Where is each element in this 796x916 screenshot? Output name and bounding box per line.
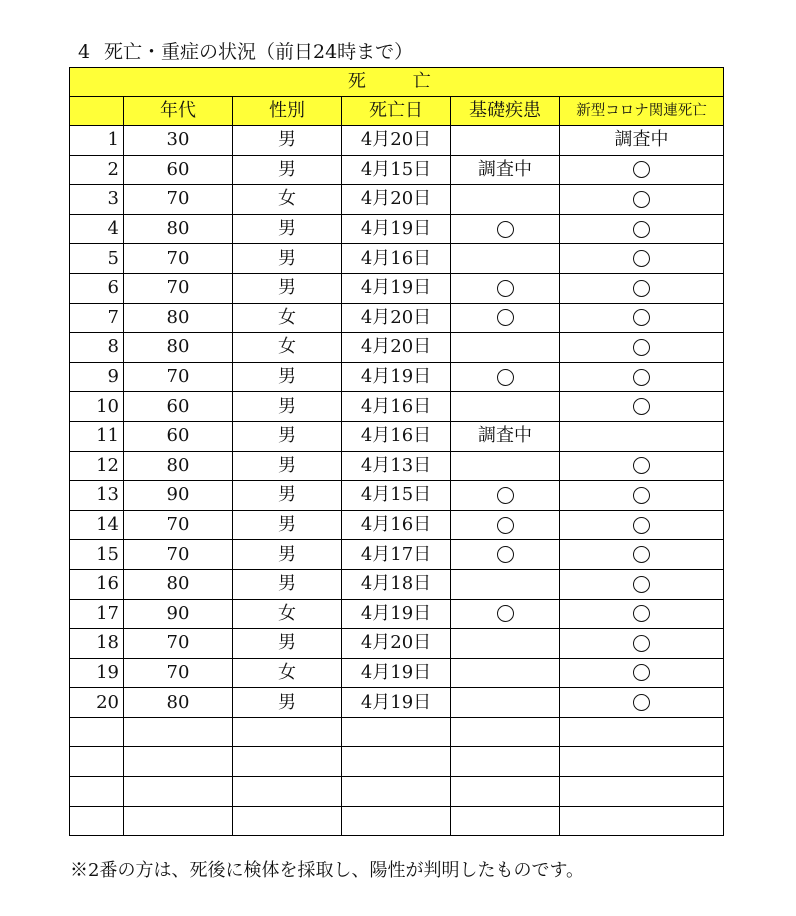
cell-age: 80 [124,451,233,481]
cell-age: 70 [124,273,233,303]
cell-underlying: 調査中 [451,421,560,451]
cell-covid-related [560,569,724,599]
circle-mark-icon [633,546,650,563]
cell-age: 70 [124,185,233,215]
cell-no: 1 [70,126,124,156]
table-group-title-row [70,68,724,97]
table-row [70,273,724,303]
header-date: 死亡日 [342,97,451,126]
cell-empty [70,777,124,807]
cell-no: 3 [70,185,124,215]
cell-covid-related: 調査中 [560,126,724,156]
cell-empty [124,747,233,777]
cell-date: 4月15日 [342,155,451,185]
cell-sex: 男 [233,510,342,540]
cell-underlying [451,481,560,511]
cell-date: 4月19日 [342,214,451,244]
circle-mark-icon [633,221,650,238]
cell-age: 90 [124,481,233,511]
cell-no: 6 [70,273,124,303]
cell-empty [124,717,233,747]
cell-empty [233,717,342,747]
cell-sex: 男 [233,392,342,422]
cell-covid-related [560,540,724,570]
cell-no: 13 [70,481,124,511]
cell-underlying [451,214,560,244]
cell-underlying [451,303,560,333]
cell-underlying [451,451,560,481]
cell-age: 70 [124,629,233,659]
cell-no: 4 [70,214,124,244]
cell-age: 90 [124,599,233,629]
cell-date: 4月20日 [342,333,451,363]
cell-underlying [451,392,560,422]
cell-no: 11 [70,421,124,451]
cell-empty [70,747,124,777]
cell-age: 70 [124,540,233,570]
cell-date: 4月19日 [342,273,451,303]
cell-date: 4月20日 [342,629,451,659]
cell-no: 9 [70,362,124,392]
cell-sex: 男 [233,214,342,244]
table-row [70,244,724,274]
header-underlying: 基礎疾患 [451,97,560,126]
cell-covid-related [560,392,724,422]
cell-empty [124,777,233,807]
cell-empty [451,717,560,747]
circle-mark-icon [497,221,514,238]
circle-mark-icon [633,191,650,208]
cell-age: 60 [124,392,233,422]
cell-covid-related [560,362,724,392]
cell-date: 4月13日 [342,451,451,481]
section-heading [78,40,413,64]
table-header-row [70,97,724,126]
cell-no: 20 [70,688,124,718]
cell-sex: 男 [233,451,342,481]
cell-sex: 女 [233,303,342,333]
cell-underlying [451,510,560,540]
cell-age: 70 [124,510,233,540]
footnote: ※2番の方は、死後に検体を採取し、陽性が判明したものです。 [70,860,585,881]
circle-mark-icon [633,398,650,415]
cell-age: 60 [124,421,233,451]
cell-age: 80 [124,214,233,244]
cell-underlying [451,629,560,659]
table-row-empty [70,777,724,807]
cell-age: 80 [124,569,233,599]
cell-sex: 男 [233,244,342,274]
cell-covid-related [560,688,724,718]
cell-underlying [451,126,560,156]
cell-underlying [451,569,560,599]
cell-date: 4月17日 [342,540,451,570]
cell-covid-related [560,244,724,274]
cell-empty [124,806,233,836]
cell-age: 70 [124,658,233,688]
cell-sex: 男 [233,481,342,511]
cell-no: 10 [70,392,124,422]
header-no [70,97,124,126]
cell-sex: 男 [233,569,342,599]
circle-mark-icon [633,369,650,386]
table-row [70,362,724,392]
circle-mark-icon [497,605,514,622]
cell-no: 19 [70,658,124,688]
table-row [70,540,724,570]
cell-date: 4月19日 [342,688,451,718]
cell-empty [70,717,124,747]
cell-sex: 男 [233,155,342,185]
cell-underlying [451,244,560,274]
circle-mark-icon [497,369,514,386]
cell-empty [560,806,724,836]
section-number: 4 [78,41,91,63]
deaths-table [69,67,724,836]
cell-age: 30 [124,126,233,156]
cell-covid-related [560,333,724,363]
table-row [70,688,724,718]
cell-underlying [451,273,560,303]
table-row [70,599,724,629]
table-row [70,333,724,363]
table-row [70,185,724,215]
cell-date: 4月20日 [342,126,451,156]
circle-mark-icon [497,546,514,563]
cell-no: 18 [70,629,124,659]
cell-underlying [451,658,560,688]
cell-no: 2 [70,155,124,185]
cell-covid-related [560,629,724,659]
cell-empty [451,747,560,777]
cell-empty [560,717,724,747]
circle-mark-icon [633,309,650,326]
cell-empty [233,777,342,807]
circle-mark-icon [497,280,514,297]
table-row-empty [70,747,724,777]
table-row [70,569,724,599]
cell-no: 16 [70,569,124,599]
cell-covid-related [560,421,724,451]
cell-date: 4月20日 [342,185,451,215]
table-row [70,481,724,511]
cell-date: 4月16日 [342,392,451,422]
header-sex: 性別 [233,97,342,126]
cell-age: 70 [124,362,233,392]
cell-empty [560,747,724,777]
cell-underlying [451,599,560,629]
cell-underlying [451,185,560,215]
cell-date: 4月16日 [342,510,451,540]
cell-date: 4月16日 [342,244,451,274]
table-row-empty [70,717,724,747]
cell-date: 4月19日 [342,362,451,392]
cell-no: 7 [70,303,124,333]
cell-covid-related [560,451,724,481]
cell-sex: 男 [233,629,342,659]
cell-covid-related [560,510,724,540]
table-row [70,392,724,422]
cell-sex: 男 [233,540,342,570]
circle-mark-icon [633,250,650,267]
circle-mark-icon [633,487,650,504]
circle-mark-icon [633,605,650,622]
cell-sex: 男 [233,126,342,156]
cell-sex: 女 [233,599,342,629]
cell-empty [70,806,124,836]
header-covid-related: 新型コロナ関連死亡 [560,97,724,126]
cell-date: 4月20日 [342,303,451,333]
table-row [70,629,724,659]
circle-mark-icon [633,339,650,356]
cell-underlying [451,362,560,392]
cell-empty [233,806,342,836]
cell-covid-related [560,185,724,215]
cell-sex: 女 [233,333,342,363]
circle-mark-icon [633,664,650,681]
circle-mark-icon [633,517,650,534]
circle-mark-icon [633,457,650,474]
cell-empty [342,806,451,836]
circle-mark-icon [633,161,650,178]
table-row [70,303,724,333]
cell-covid-related [560,214,724,244]
cell-no: 15 [70,540,124,570]
circle-mark-icon [633,694,650,711]
cell-empty [342,717,451,747]
cell-no: 8 [70,333,124,363]
circle-mark-icon [497,309,514,326]
table-row [70,421,724,451]
table-row [70,214,724,244]
cell-date: 4月19日 [342,599,451,629]
cell-age: 60 [124,155,233,185]
circle-mark-icon [497,487,514,504]
cell-empty [451,777,560,807]
cell-no: 12 [70,451,124,481]
table-row [70,658,724,688]
cell-underlying: 調査中 [451,155,560,185]
table-row [70,510,724,540]
circle-mark-icon [497,517,514,534]
table-row [70,155,724,185]
cell-covid-related [560,155,724,185]
circle-mark-icon [633,635,650,652]
header-age: 年代 [124,97,233,126]
cell-covid-related [560,273,724,303]
cell-underlying [451,540,560,570]
cell-age: 70 [124,244,233,274]
table-group-title: 死 亡 [70,68,724,97]
cell-no: 14 [70,510,124,540]
cell-covid-related [560,658,724,688]
cell-no: 5 [70,244,124,274]
cell-sex: 男 [233,421,342,451]
cell-empty [233,747,342,777]
cell-sex: 男 [233,273,342,303]
cell-covid-related [560,303,724,333]
cell-sex: 男 [233,688,342,718]
cell-age: 80 [124,303,233,333]
cell-sex: 女 [233,658,342,688]
cell-no: 17 [70,599,124,629]
cell-empty [451,806,560,836]
cell-sex: 男 [233,362,342,392]
cell-empty [342,747,451,777]
table-row [70,451,724,481]
circle-mark-icon [633,280,650,297]
circle-mark-icon [633,576,650,593]
cell-empty [560,777,724,807]
cell-date: 4月16日 [342,421,451,451]
cell-covid-related [560,481,724,511]
cell-date: 4月19日 [342,658,451,688]
cell-age: 80 [124,333,233,363]
cell-empty [342,777,451,807]
cell-underlying [451,688,560,718]
cell-age: 80 [124,688,233,718]
table-row [70,126,724,156]
section-title: 死亡・重症の状況（前日24時まで） [104,41,414,63]
cell-sex: 女 [233,185,342,215]
cell-covid-related [560,599,724,629]
cell-date: 4月18日 [342,569,451,599]
table-row-empty [70,806,724,836]
cell-date: 4月15日 [342,481,451,511]
cell-underlying [451,333,560,363]
